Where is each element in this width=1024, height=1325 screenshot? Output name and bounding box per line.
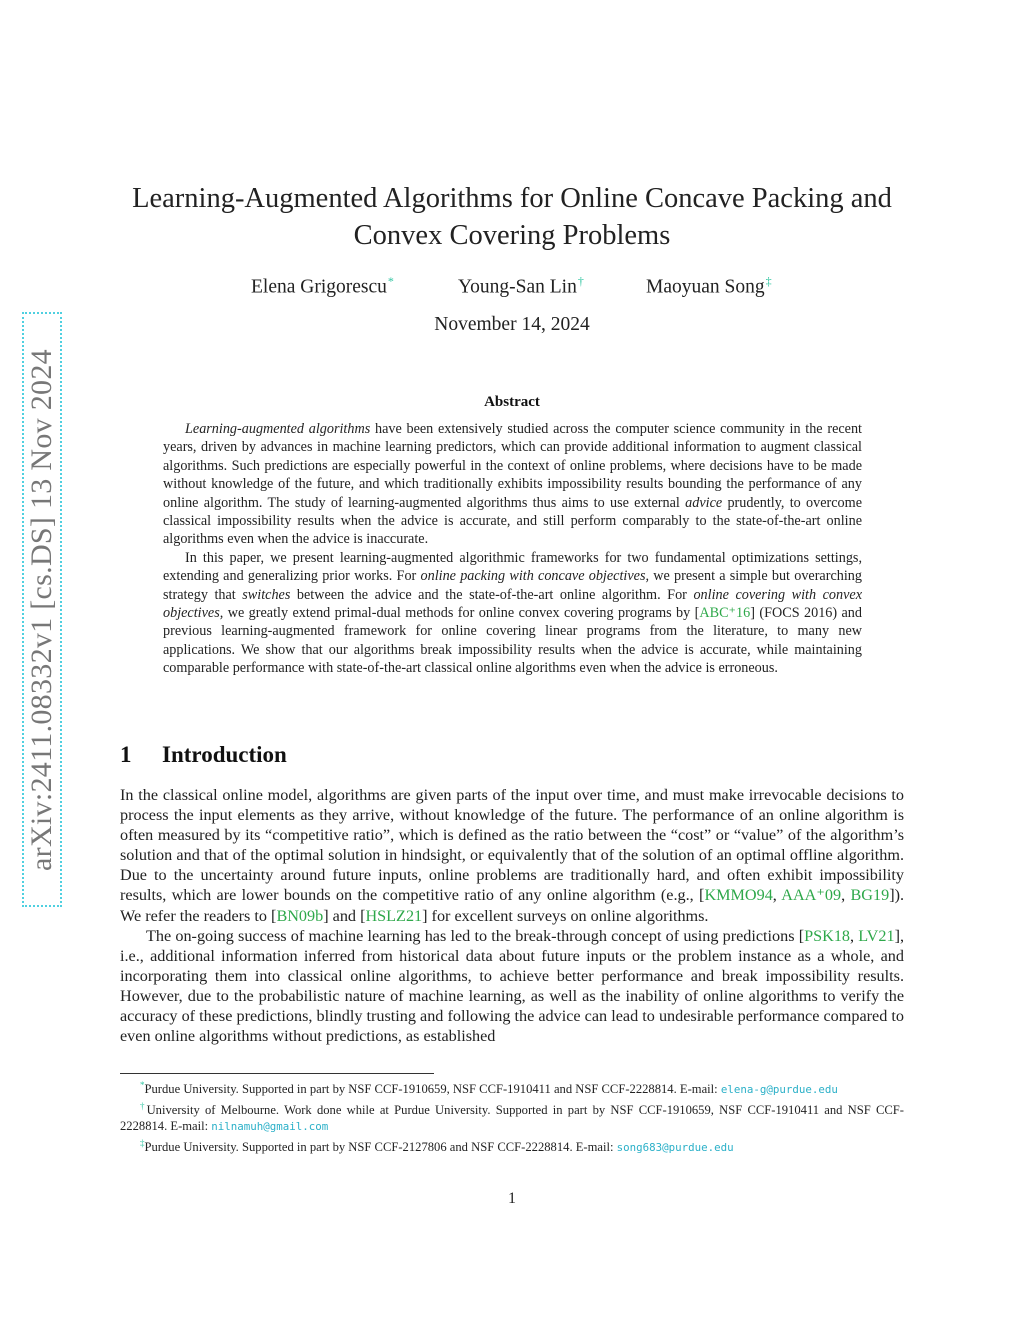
- footnote-mark: *: [140, 1080, 145, 1090]
- footnote: ‡Purdue University. Supported in part by NSF CCF-2127806 and NSF CCF-2228814. E-mail: song683@purdue.edu: [140, 1138, 734, 1155]
- body-paragraph: The on-going success of machine learning has led to the break-through concept of using predictions [PSK18, LV21], i.e., additional information inferred from historical data about future inputs or the problem instance as a whole, and incorporating them into classical online algorithms, to achieve better performance and break impossibility results. However, due to the probabilistic nature of machine learning, as well as the inability of online algorithms to verify the accuracy of these predictions, blindly trusting and following the advice can lead to undesirable performance compared to even online algorithms without predictions, as established: [120, 926, 904, 1046]
- footnote-mark[interactable]: *: [387, 274, 394, 288]
- abstract-paragraph: In this paper, we present learning-augmented algorithmic frameworks for two fundamental optimizations settings, extending and generalizing prior works. For online packing with concave objectives, we present a simple but overarching strategy that switches between the advice and the state-of-the-art online algorithm. For online covering with convex objectives, we greatly extend primal-dual methods for online convex covering programs by [ABC⁺16] (FOCS 2016) and previous learning-augmented framework for online covering linear programs from the literature, to many new applications. We show that our algorithms break impossibility results when the advice is accurate, while maintaining comparable performance with state-of-the-art classical online algorithms even when the advice is erroneous.: [163, 549, 862, 677]
- footnotes: [120, 1077, 904, 1157]
- abstract-body: [163, 420, 862, 678]
- arxiv-id: arXiv:2411.08332v1 [cs.DS] 13 Nov 2024: [25, 348, 58, 871]
- footnote-mark[interactable]: †: [577, 274, 584, 288]
- author-name: Elena Grigorescu*: [251, 274, 394, 298]
- citation-link[interactable]: BN09b: [276, 906, 324, 925]
- body-paragraph: In the classical online model, algorithms are given parts of the input over time, and must make irrevocable decisions to process the input elements as they arrive, without knowledge of the future. The performance of an online algorithm is often measured by its “competitive ratio”, which is defined as the ratio between the “cost” or “value” of the algorithm’s solution and that of the optimal solution in hindsight, or equivalently that of the solution of an optimal offline algorithm. Due to the uncertainty around future inputs, online problems are traditionally hard, and often exhibit impossibility results, which are lower bounds on the competitive ratio of any online algorithm (e.g., [KMMO94, AAA⁺09, BG19]). We refer the readers to [BN09b] and [HSLZ21] for excellent surveys on online algorithms.: [120, 786, 905, 925]
- citation-link[interactable]: ABC⁺16: [699, 605, 751, 622]
- publication-date: November 14, 2024: [434, 314, 590, 335]
- footnote: †University of Melbourne. Work done while at Purdue University. Supported in part by NSF CCF-1910659, NSF CCF-1910411 and NSF CCF-2228814. E-mail: nilnamuh@gmail.com: [120, 1101, 905, 1134]
- footnote-mark: ‡: [140, 1138, 145, 1149]
- citation-link[interactable]: LV21: [858, 926, 895, 945]
- citation-link[interactable]: KMMO94: [704, 886, 773, 905]
- footnote-mark: †: [140, 1101, 147, 1112]
- paper-title: Learning-Augmented Algorithms for Online Concave Packing and Convex Covering Problems: [132, 183, 892, 251]
- author-name: Young-San Lin†: [458, 274, 584, 298]
- section-title: Introduction: [162, 742, 287, 767]
- email-link[interactable]: nilnamuh@gmail.com: [211, 1120, 329, 1134]
- section-number: 1: [120, 742, 132, 767]
- footnote: *Purdue University. Supported in part by NSF CCF-1910659, NSF CCF-1910411 and NSF CCF-2228814. E-mail: elena-g@purdue.edu: [140, 1080, 838, 1097]
- footnote-divider: [120, 1073, 434, 1074]
- citation-link[interactable]: PSK18: [804, 926, 851, 945]
- page-number: 1: [508, 1190, 516, 1207]
- citation-link[interactable]: AAA⁺09: [781, 886, 842, 905]
- footnote-mark[interactable]: ‡: [765, 274, 772, 288]
- citation-link[interactable]: HSLZ21: [365, 906, 423, 925]
- abstract-heading: Abstract: [484, 394, 540, 410]
- email-link[interactable]: elena-g@purdue.edu: [720, 1083, 838, 1097]
- email-link[interactable]: song683@purdue.edu: [616, 1141, 734, 1155]
- author-name: Maoyuan Song‡: [646, 274, 772, 298]
- section-body: [120, 785, 904, 1046]
- abstract-paragraph: Learning-augmented algorithms have been extensively studied across the computer science community in the recent years, driven by advances in machine learning predictors, which can provide additional information to augment classical algorithms. Such predictions are especially powerful in the context of online problems, where decisions have to be made without knowledge of the future, and which traditionally exhibits impossibility results bounding the performance of any online algorithm. The study of learning-augmented algorithms thus aims to use external advice prudently, to overcome classical impossibility results when the advice is accurate, and still perform comparably to the state-of-the-art online algorithms even when the advice is inaccurate.: [163, 421, 862, 548]
- citation-link[interactable]: BG19: [850, 886, 890, 905]
- section-heading: [120, 742, 287, 768]
